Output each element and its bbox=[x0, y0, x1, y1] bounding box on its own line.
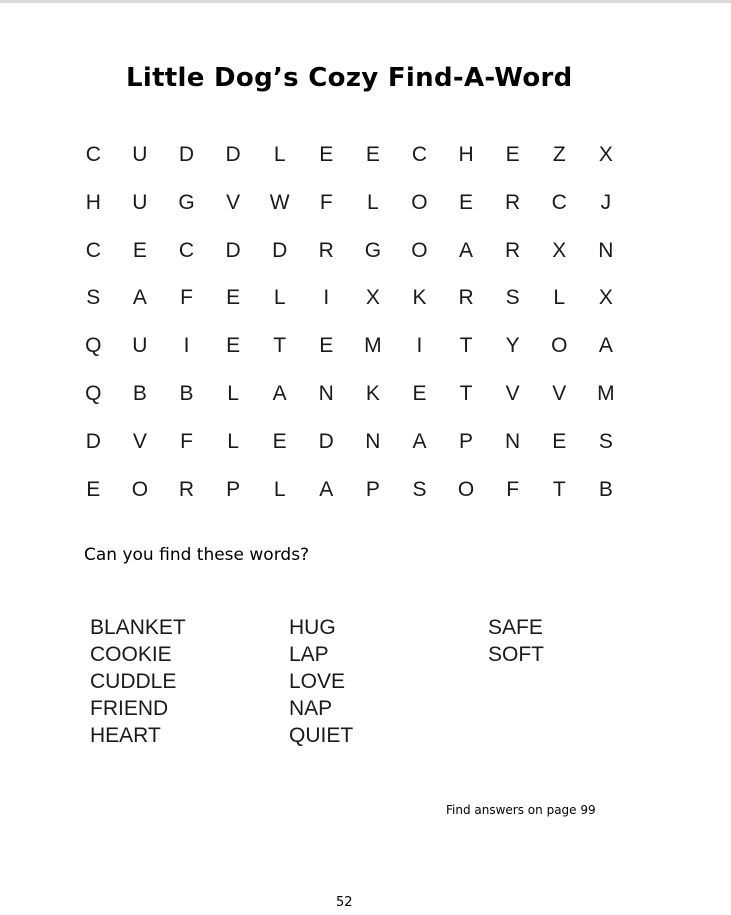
word-list-item: HEART bbox=[90, 724, 161, 747]
grid-letter: S bbox=[412, 477, 427, 501]
grid-letter: X bbox=[552, 238, 567, 262]
grid-letter: E bbox=[319, 143, 334, 166]
grid-letter: V bbox=[552, 381, 567, 405]
grid-letter: T bbox=[552, 477, 566, 501]
grid-letter: F bbox=[180, 429, 193, 453]
grid-letter: E bbox=[132, 238, 147, 262]
grid-letter: D bbox=[318, 429, 334, 453]
grid-letter: H bbox=[458, 143, 474, 166]
grid-letter: O bbox=[551, 334, 568, 358]
grid-letter: O bbox=[131, 477, 149, 501]
grid-letter: E bbox=[272, 429, 287, 453]
grid-letter: P bbox=[226, 477, 241, 501]
grid-letter: E bbox=[86, 477, 101, 501]
grid-letter: B bbox=[598, 477, 613, 501]
word-list bbox=[90, 614, 687, 749]
grid-letter: N bbox=[318, 381, 334, 405]
word-list-item: BLANKET bbox=[90, 616, 186, 639]
grid-letter: K bbox=[412, 286, 427, 310]
grid-letter: K bbox=[365, 381, 380, 405]
grid-letter: L bbox=[273, 286, 286, 310]
grid-letter: I bbox=[183, 334, 190, 358]
grid-letter: S bbox=[598, 429, 613, 453]
grid-letter: O bbox=[411, 238, 428, 262]
grid-letter: P bbox=[365, 477, 380, 501]
grid-letter: G bbox=[364, 238, 382, 262]
grid-letter: E bbox=[412, 381, 427, 405]
grid-letter: E bbox=[226, 286, 241, 310]
grid-letter: L bbox=[273, 143, 286, 166]
grid-letter: O bbox=[457, 477, 475, 501]
grid-letter: E bbox=[505, 143, 520, 166]
grid-letter: W bbox=[269, 190, 290, 214]
page-number: 52 bbox=[336, 895, 353, 910]
grid-letter: D bbox=[178, 143, 195, 166]
grid-letter: V bbox=[226, 190, 241, 214]
grid-letter: E bbox=[459, 190, 474, 214]
word-list-item: NAP bbox=[289, 697, 333, 720]
grid-letter: V bbox=[505, 381, 520, 405]
grid-letter: L bbox=[367, 190, 379, 214]
grid-letter: M bbox=[364, 334, 382, 358]
grid-letter: U bbox=[132, 143, 148, 166]
grid-letter: A bbox=[132, 286, 147, 310]
grid-letter: A bbox=[598, 334, 613, 358]
grid-letter: U bbox=[132, 334, 148, 358]
grid-letter: A bbox=[412, 429, 427, 453]
grid-letter: N bbox=[598, 238, 614, 262]
word-list-item: SAFE bbox=[488, 616, 543, 639]
grid-letter: C bbox=[85, 143, 101, 166]
answers-note: Find answers on page 99 bbox=[446, 803, 596, 817]
page-title: Little Dog’s Cozy Find-A-Word bbox=[126, 63, 573, 93]
grid-letter: D bbox=[225, 143, 241, 166]
grid-letter: B bbox=[132, 381, 147, 405]
grid-letter: B bbox=[179, 381, 194, 405]
grid-letter: I bbox=[323, 286, 330, 310]
grid-letter: P bbox=[459, 429, 474, 453]
grid-letter: J bbox=[600, 190, 612, 214]
word-list-item: CUDDLE bbox=[90, 670, 177, 693]
grid-letter: L bbox=[273, 477, 286, 501]
word-list-column bbox=[289, 614, 488, 749]
grid-letter: U bbox=[132, 190, 148, 214]
grid-letter: T bbox=[459, 381, 473, 405]
grid-letter: E bbox=[365, 143, 380, 166]
grid-letter: F bbox=[319, 190, 333, 214]
grid-letter: F bbox=[506, 477, 520, 501]
grid-letter: N bbox=[505, 429, 521, 453]
grid-letter: A bbox=[319, 477, 334, 501]
grid-letter: Q bbox=[85, 334, 102, 358]
grid-letter: V bbox=[132, 429, 147, 453]
grid-letter: Q bbox=[85, 381, 102, 405]
grid-letter: F bbox=[180, 286, 193, 310]
grid-letter: A bbox=[272, 381, 287, 405]
grid-letter: C bbox=[411, 143, 428, 166]
grid-letter: D bbox=[85, 429, 101, 453]
word-list-item: LOVE bbox=[289, 670, 346, 693]
grid-letter: N bbox=[365, 429, 381, 453]
grid-letter: M bbox=[597, 381, 615, 405]
grid-letter: H bbox=[85, 190, 101, 214]
grid-letter: E bbox=[226, 334, 241, 358]
instructions-text: Can you find these words? bbox=[84, 545, 310, 565]
grid-letter: I bbox=[416, 334, 423, 358]
word-list-item: HUG bbox=[289, 616, 336, 639]
grid-letter: E bbox=[552, 429, 567, 453]
word-list-column bbox=[90, 614, 289, 749]
word-list-item: SOFT bbox=[488, 643, 544, 666]
grid-letter: A bbox=[459, 238, 474, 262]
grid-letter: X bbox=[365, 286, 380, 310]
grid-letter: T bbox=[459, 334, 473, 358]
grid-letter: G bbox=[178, 190, 195, 214]
grid-letter: L bbox=[227, 429, 239, 453]
grid-letter: C bbox=[85, 238, 101, 262]
grid-letter: Y bbox=[505, 334, 520, 358]
word-list-item: FRIEND bbox=[90, 697, 169, 720]
grid-letter: R bbox=[458, 286, 474, 310]
grid-letter: E bbox=[319, 334, 334, 358]
grid-letter: X bbox=[598, 143, 613, 166]
top-border bbox=[0, 0, 731, 3]
grid-letter: C bbox=[178, 238, 195, 262]
grid-letter: L bbox=[227, 381, 239, 405]
grid-letter: L bbox=[553, 286, 566, 310]
grid-letter: S bbox=[505, 286, 520, 310]
grid-letter: X bbox=[598, 286, 613, 310]
grid-letter: R bbox=[178, 477, 195, 501]
grid-letter: D bbox=[225, 238, 241, 262]
grid-letter: Z bbox=[552, 143, 566, 166]
grid-letter: D bbox=[272, 238, 288, 262]
grid-letter: R bbox=[505, 190, 521, 214]
word-list-column bbox=[488, 614, 687, 749]
grid-letter: T bbox=[273, 334, 287, 358]
word-list-item: QUIET bbox=[289, 724, 354, 747]
word-list-item: LAP bbox=[289, 643, 329, 666]
grid-letter: C bbox=[551, 190, 567, 214]
grid-letter: O bbox=[411, 190, 428, 214]
letter-grid bbox=[70, 140, 629, 522]
grid-letter: R bbox=[318, 238, 334, 262]
word-list-item: COOKIE bbox=[90, 643, 172, 666]
grid-letter: R bbox=[505, 238, 521, 262]
grid-letter: S bbox=[86, 286, 101, 310]
